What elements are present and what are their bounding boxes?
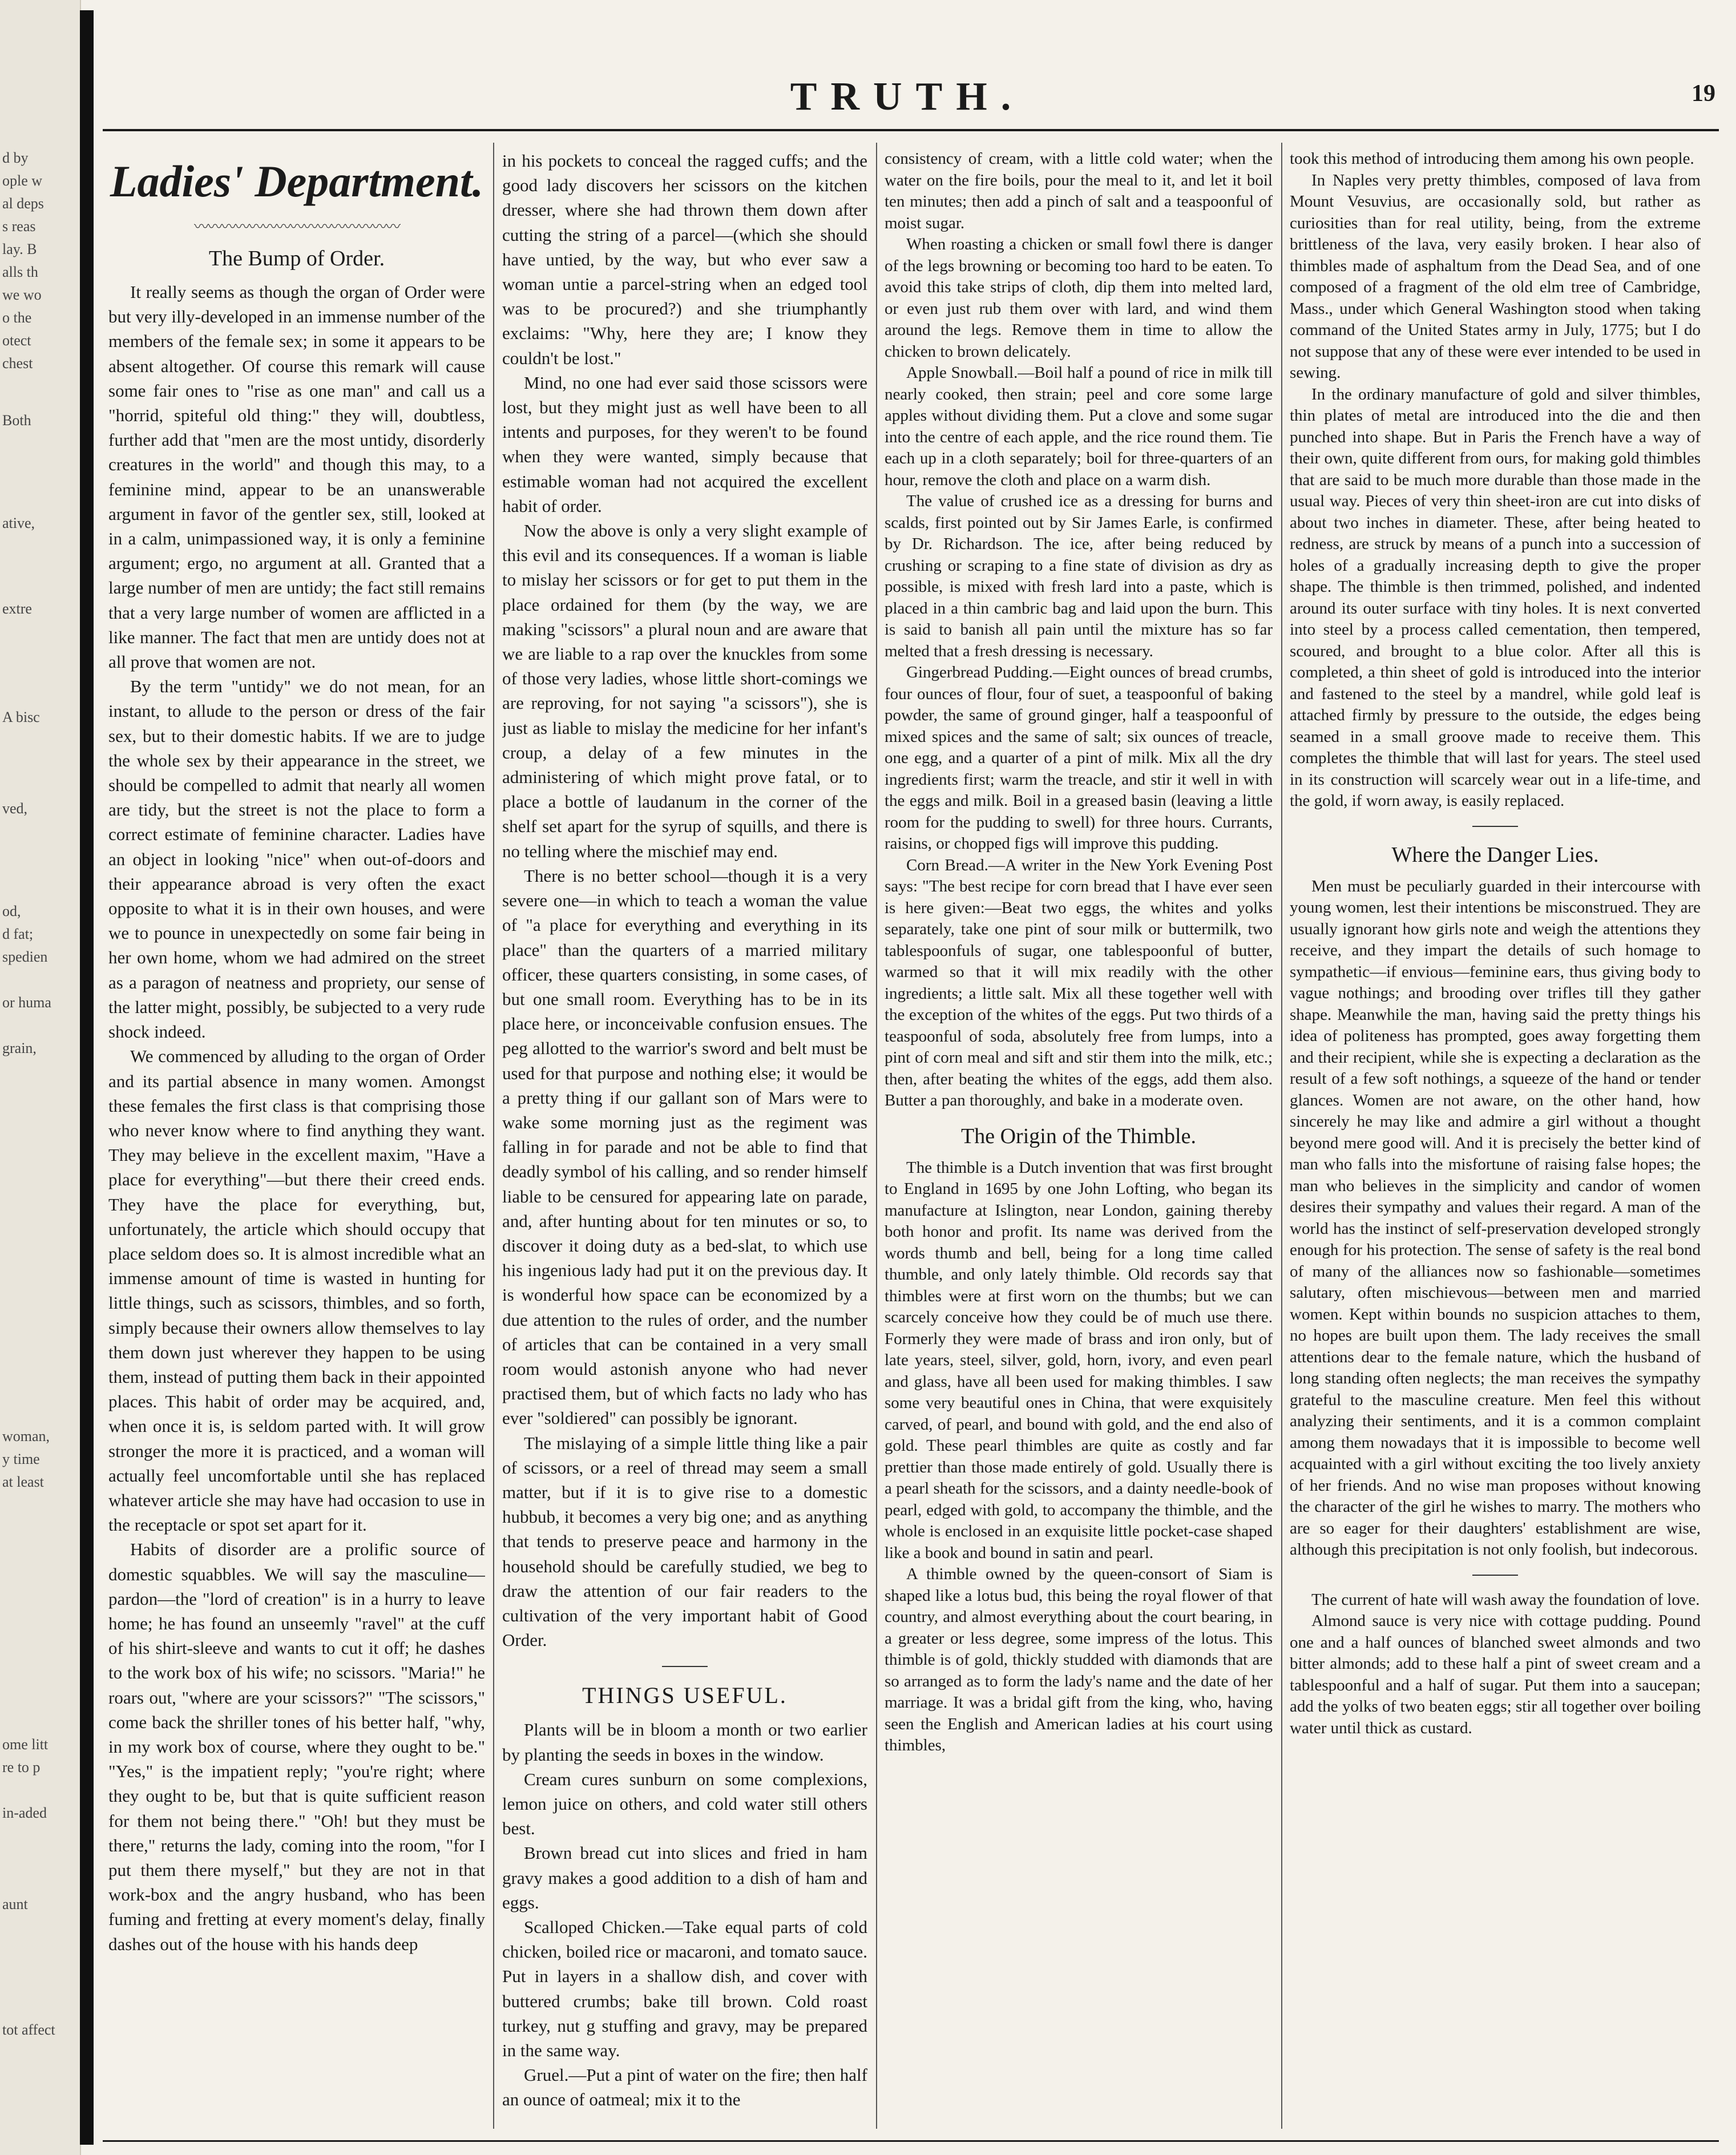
bleed-fragment: A bisc [2,709,40,725]
bleed-fragment: chest [2,355,33,372]
page-number: 19 [1691,80,1715,107]
bleed-fragment: ome litt [2,1736,49,1753]
adjacent-page-bleed [0,0,81,2155]
article-paragraph: Corn Bread.—A writer in the New York Evening Post says: "The best recipe for corn bread that I have ever seen is here given:—Beat two eggs, the whites and yolks separately, take one pint of sour milk or buttermilk, two tablespoonfuls of sugar, one tablespoonful of butter, warmed so that it will mix readily with the other ingredients; a little salt. Mix all these together well with the exception of the whites of the eggs. Put two thirds of a teaspoonful of soda, absolutely free from lumps, into a pint of corn meal and sift and stir them into the milk, etc.; then, after beating the whites of the eggs, add them also. Butter a pan thoroughly, and bake in a moderate oven. [885,855,1273,1109]
article-paragraph: Now the above is only a very slight example of this evil and its consequences. If a woman is liable to mislay her scissors or for get to put them in the place ordained for them (by the way, we are making "scissors" a plural noun and are aware that we are liable to a rap over the knuckles from some of those very ladies, whose little short-comings we are reproving, for not saying "a scissors"), she is just as liable to mislay the medicine for her infant's croup, a delay of a few minutes in the administering of which might prove fatal, or to place a bottle of laudanum in the corner of the shelf set apart for the syrup of squills, and there is no telling where the mischief may end. [502,520,867,861]
article-heading: Where the Danger Lies. [1391,842,1599,867]
article-paragraph: It really seems as though the organ of Order were but very illy-developed in an immense number of the members of the female sex; in some it appears to be absent altogether. Of course this remark will cause some fair ones to "rise as one man" and call us a "horrid, spiteful old thing:" they will, doubtless, further add that "men are the most untidy, disorderly creatures in the world" and though this may, to a feminine mind, appear to be an unanswerable argument in favor of the gentler sex, still, looked at in a calm, unimpassioned way, it is only a feminine argument; ergo, no argument at all. Granted that a large number of men are untidy; the fact still remains that a very large number of women are afflicted in a like manner. The fact that men are untidy does not at all prove that women are not. [108,282,485,672]
bleed-fragment: ved, [2,800,28,817]
bleed-fragment: od, [2,903,21,919]
article-paragraph: consistency of cream, with a little cold water; when the water on the fire boils, pour the meal to it, and let it boil ten minutes; then add a pinch of salt and a teaspoonful of moist sugar. [885,150,1273,232]
article-paragraph: Gingerbread Pudding.—Eight ounces of bread crumbs, four ounces of flour, four of suet, a teaspoonful of baking powder, the same of ground ginger, half a teaspoonful of mixed spices and the same of salt; six ounces of treacle, one egg, and a quarter of a pint of milk. Mix all the dry ingredients first; warm the treacle, and stir it well in with the eggs and milk. Boil in a greased basin (leaving a little room for the pudding to swell) for three hours. Currants, raisins, or chopped figs will improve this pudding. [885,663,1273,853]
section-divider [1472,1575,1518,1576]
bleed-fragment: alls th [2,264,38,280]
bleed-fragment: woman, [2,1428,50,1444]
binding-rule [80,10,94,2145]
article-paragraph: Scalloped Chicken.—Take equal parts of cold chicken, boiled rice or macaroni, and tomato sauce. Put in layers in a shallow dish, and cover with buttered crumbs; bake till brown. Cold roast turkey, nut g stuffing and gravy, may be prepared in the same way. [502,1917,867,2061]
article-paragraph: The thimble is a Dutch invention that was first brought to England in 1695 by one John Lofting, who began its manufacture at Islington, near London, gaining thereby both honor and profit. Its name was derived from the words thumb and bell, being for a long time called thumble, and only lately thimble. Old records say that thimbles were at first worn on the thumbs; but we can scarcely conceive how they could be of much use there. Formerly they were made of brass and iron only, but of late years, steel, silver, gold, horn, ivory, and even pearl and glass, have all been used for making thimbles. I saw some very beautiful ones in China, that were exquisitely carved, of pearl, and bound with gold, and the end also of gold. These pearl thimbles are quite as costly and far prettier than those made entirely of gold. Usually there is a pearl sheath for the scissors, and a dainty needle-book of pearl, edged with gold, to accompany the thimble, and the whole is enclosed in an exquisite little pocket-case shaped like a book and bound in satin and pearl. [885,1158,1273,1562]
bleed-fragment: d fat; [2,926,34,942]
article-paragraph: When roasting a chicken or small fowl there is danger of the legs browning or becoming too hard to be eaten. To avoid this take strips of cloth, dip them into melted lard, or even just rub them over with lard, and wind them around the legs. Remove them in time to allow the chicken to brown delicately. [885,235,1273,361]
article-paragraph: Men must be peculiarly guarded in their intercourse with young women, lest their intentions be misconstrued. They are usually ignorant how girls note and weigh the attentions they receive, and they impart the details of such homage to sympathetic—if envious—feminine ears, thus giving body to vague nothings; and brooding over trifles till they gather shape. Meanwhile the man, having said the pretty things his idea of politeness has prompted, goes away forgetting them and their recipient, while she is expecting a declaration as the result of a few soft nothings, a squeeze of the hand or tender glances. Women are not aware, on the other hand, how sincerely he may like and admire a girl without a thought beyond mere good will. And it is precisely the better kind of man who falls into the misfortune of raising false hopes; the man who believes in the simplicity and candor of women desires their sympathy and values their regard. A man of the world has the instinct of self-preservation developed strongly enough for his protection. The sense of safety is the real bond of many of the alliances now so fashionable—sometimes salutary, often mischievous—between men and married women. Kept within bounds no suspicion attaches to them, no hopes are built upon them. The lady receives the small attentions dear to the female nature, which the husband of long standing often neglects; the man receives the sympathy grateful to the masculine creature. Men feel this without analyzing their sentiments, and it is a common complaint among them nowadays that it is impossible to become well acquainted with a girl without exciting the too lively anxiety of her friends. And no wise man proposes without knowing the character of the girl he wishes to marry. The mothers who are so eager for their daughters' establishment are wise, although this precipitation is not only foolish, but indecorous. [1290,877,1701,1559]
article-paragraph: in his pockets to conceal the ragged cuffs; and the good lady discovers her scissors on the kitchen dresser, where she had thrown them down after cutting the string of a parcel—(which she should have untied, by the way, but who ever saw a woman untie a parcel-string when an edged tool was to be procured?) and she triumphantly exclaims: "Why, here they are; I know they couldn't be lost." [502,151,867,368]
bleed-fragment: d by [2,150,29,166]
bleed-fragment: in-aded [2,1805,47,1821]
article-paragraph: In the ordinary manufacture of gold and silver thimbles, thin plates of metal are introduced into the die and then punched into shape. But in Paris the French have a way of their own, quite different from ours, for making gold thimbles that are said to be much more durable than those made in the usual way. Pieces of very thin sheet-iron are cut into disks of about two inches in diameter. These, after being heated to redness, are struck by means of a punch into a succession of holes of a gradually increasing depth to give the proper shape. The thimble is then trimmed, polished, and indented around its outer surface with tiny holes. It is next converted into steel by a process called cementation, then tempered, scoured, and brought to a blue color. After all this is completed, a thin sheet of gold is introduced into the interior and fastened to the steel by a mandrel, while gold leaf is attached firmly by pressure to the outside, the edges being seamed in a small groove made to receive them. This completes the thimble that will last for years. The steel used in its construction will scarcely wear out in a life-time, and the gold, if worn away, is easily replaced. [1290,385,1701,810]
article-paragraph: Plants will be in bloom a month or two earlier by planting the seeds in boxes in the window. [502,1720,867,1765]
article-paragraph: Brown bread cut into slices and fried in ham gravy makes a good addition to a dish of ham and eggs. [502,1843,867,1912]
article-paragraph: We commenced by alluding to the organ of Order and its partial absence in many women. Amongst these females the first class is that comprising those who never know where to find anything they want. They may believe in the excellent maxim, "Have a place for everything"—but there their creed ends. They have the place for everything, but, unfortunately, the article which should occupy that place seldom does so. It is almost incredible what an immense amount of time is wasted in hunting for little things, such as scissors, thimbles, and so forth, simply because their owners allow themselves to lay them down just wherever they happen to be using them, instead of putting them back in their appointed places. This habit of order may be acquired, and, when once it is, is seldom parted with. It will grow stronger the more it is practiced, and a woman will actually feel uncomfortable until she has replaced whatever article she may have had occasion to use in the receptacle or spot set apart for it. [108,1046,485,1535]
column-divider [1281,143,1282,2129]
article-heading: The Origin of the Thimble. [961,1124,1196,1148]
column-4 [1290,148,1701,2123]
article-paragraph: Cream cures sunburn on some complexions, lemon juice on others, and cold water still others best. [502,1769,867,1839]
article-paragraph: A thimble owned by the queen-consort of Siam is shaped like a lotus bud, this being the royal flower of that country, and almost everything about the court bearing, in a greater or less degree, some impress of the lotus. This thimble is of gold, thickly studded with diamonds that are so arranged as to form the lady's name and the date of her marriage. It was a bridal gift from the king, who, having seen the English and American ladies at his court using thimbles, [885,1565,1273,1754]
article-paragraph: Apple Snowball.—Boil half a pound of rice in milk till nearly cooked, then strain; peel and core some large apples without dividing them. Put a clove and some sugar into the centre of each apple, and the rice round them. Tie each up in a cloth separately; boil for three-quarters of an hour, remove the cloth and place on a warm dish. [885,364,1273,489]
bleed-fragment: otect [2,332,31,349]
column-1 [108,148,485,2123]
bleed-fragment: re to p [2,1759,41,1775]
bleed-fragment: ople w [2,172,43,189]
column-2 [502,148,867,2123]
masthead-rule [103,129,1719,131]
bleed-fragment: Both [2,412,31,429]
article-paragraph: Mind, no one had ever said those scissors were lost, but they might just as well have been to all intents and purposes, for they weren't to be found when they were wanted, simply because that estimable woman had not acquired the excellent habit of order. [502,372,867,516]
bleed-fragment: y time [2,1451,40,1467]
section-title: Ladies' Department. [110,156,484,206]
page-bottom-rule [103,2140,1719,2142]
bleed-fragment: o the [2,309,32,326]
article-paragraph: The value of crushed ice as a dressing for burns and scalds, first pointed out by Sir James Earle, is confirmed by Dr. Richardson. The ice, after being reduced by crushing or scraping to a fine state of division as dry as possible, is mixed with fresh lard into a paste, which is placed in a thin cambric bag and laid upon the burn. This is said to banish all pain until the mixture has so far melted that a fresh dressing is necessary. [885,492,1273,660]
article-paragraph: The current of hate will wash away the foundation of love. [1311,1590,1700,1609]
column-divider [493,143,494,2129]
article-paragraph: The mislaying of a simple little thing like a pair of scissors, or a reel of thread may seem a small matter, but if it is to give rise to a domestic hubbub, it becomes a very big one; and as anything that tends to preserve peace and harmony in the household should be carefully studied, we beg to draw the attention of our fair readers to the cultivation of the very important habit of Good Order. [502,1432,867,1650]
article-paragraph: By the term "untidy" we do not mean, for an instant, to allude to the person or dress of the fair sex, but to their domestic habits. If we are to judge the whole sex by their appearance in the street, we should be compelled to admit that nearly all women are tidy, but the street is not the place to form a correct estimate of feminine character. Ladies have an object in looking "nice" when out-of-doors and their appearance abroad is very often the exact opposite to what it is in their own houses, and were we to pounce in unexpectedly on some fair being in her own home, whom we had admired on the street as a paragon of neatness and propriety, our sense of the latter might, possibly, be subjected to a very rude shock indeed. [108,676,485,1042]
bleed-fragment: lay. B [2,241,37,257]
bleed-fragment: we wo [2,286,42,303]
article-paragraph: Habits of disorder are a prolific source of domestic squabbles. We will say the masculine—pardon—the "lord of creation" is in a hurry to leave home; he has found an unseemly "ravel" at the cuff of his shirt-sleeve and wants to cut it off; he dashes to the work box of his wife; no scissors. "Maria!" he roars out, "where are your scissors?" "The scissors," come back the shriller tones of his better half, "why, in my work box of course, where they ought to be." "Yes," is the impatient reply; "you're right; where they ought to be, but that is quite sufficient reason for them not being there." "Oh! but they must be there," returns the lady, coming into the room, "for I put them there myself," but they are not in that work-box and the angry husband, who has been fuming and fretting at every moment's delay, finally dashes out of the house with his hands deep [108,1539,485,1954]
bleed-fragment: tot affect [2,2021,55,2038]
section-divider [662,1666,708,1667]
bleed-fragment: or huma [2,994,51,1011]
bleed-fragment: ative, [2,515,35,531]
bleed-fragment: al deps [2,195,44,212]
bleed-fragment: at least [2,1474,44,1490]
bleed-fragment: grain, [2,1040,37,1056]
article-paragraph: There is no better school—though it is a very severe one—in which to teach a woman the value of "a place for everything and everything in its place" than the quarters of a married military officer, these quarters consisting, in some cases, of but one small room. Everything has to be in its place here, or inconceivable confusion ensues. The peg allotted to the warrior's sword and belt must be used for that purpose and nothing else; it would be a pretty thing if our gallant son of Mars were to wake some morning just as the regiment was falling in for parade and not be able to find that deadly symbol of his calling, and so render himself liable to be censured for appearing late on parade, and, after hunting about for ten minutes or so, to discover it doing duty as a bed-slat, to which use his ingenious lady had put it on the previous day. It is wonderful how space can be economized by a due attention to the rules of order, and the number of articles that can be contained in a very small room would astonish anyone who had never practised them, but of which facts no lady who has ever "soldiered" can possibly be ignorant. [502,865,867,1428]
article-paragraph: In Naples very pretty thimbles, composed of lava from Mount Vesuvius, are occasionally sold, but rather as curiosities than for real utility, being, from the extreme brittleness of the lava, very easily broken. I hear also of thimbles made of asphaltum from the Dead Sea, and of one composed of a fragment of the old elm tree of Cambridge, Mass., under which General Washington stood when taking command of the United States army in July, 1775; but I do not suppose that any of these were ever intended to be used in sewing. [1290,171,1701,382]
bleed-fragment: s reas [2,218,36,235]
ornamental-rule: 〰〰〰〰〰〰〰〰〰〰〰〰〰〰〰 [193,219,399,235]
section-divider [1472,826,1518,827]
masthead-title: TRUTH. [790,75,1025,119]
article-paragraph: took this method of introducing them among his own people. [1290,150,1694,168]
article-paragraph: Gruel.—Put a pint of water on the fire; then half an ounce of oatmeal; mix it to the [502,2065,867,2110]
bleed-fragment: aunt [2,1896,28,1912]
article-heading: The Bump of Order. [208,247,385,271]
article-paragraph: Almond sauce is very nice with cottage pudding. Pound one and a half ounces of blanched sweet almonds and two bitter almonds; add to these half a pint of sweet cream and a tablespoonful and a half of sugar. Put them into a saucepan; add the yolks of two beaten eggs; stir all together over boiling water until thick as custard. [1290,1612,1701,1737]
column-3 [885,148,1273,2123]
article-heading: THINGS USEFUL. [582,1682,788,1709]
bleed-fragment: extre [2,600,32,617]
column-divider [876,143,877,2129]
bleed-fragment: spedien [2,949,48,965]
